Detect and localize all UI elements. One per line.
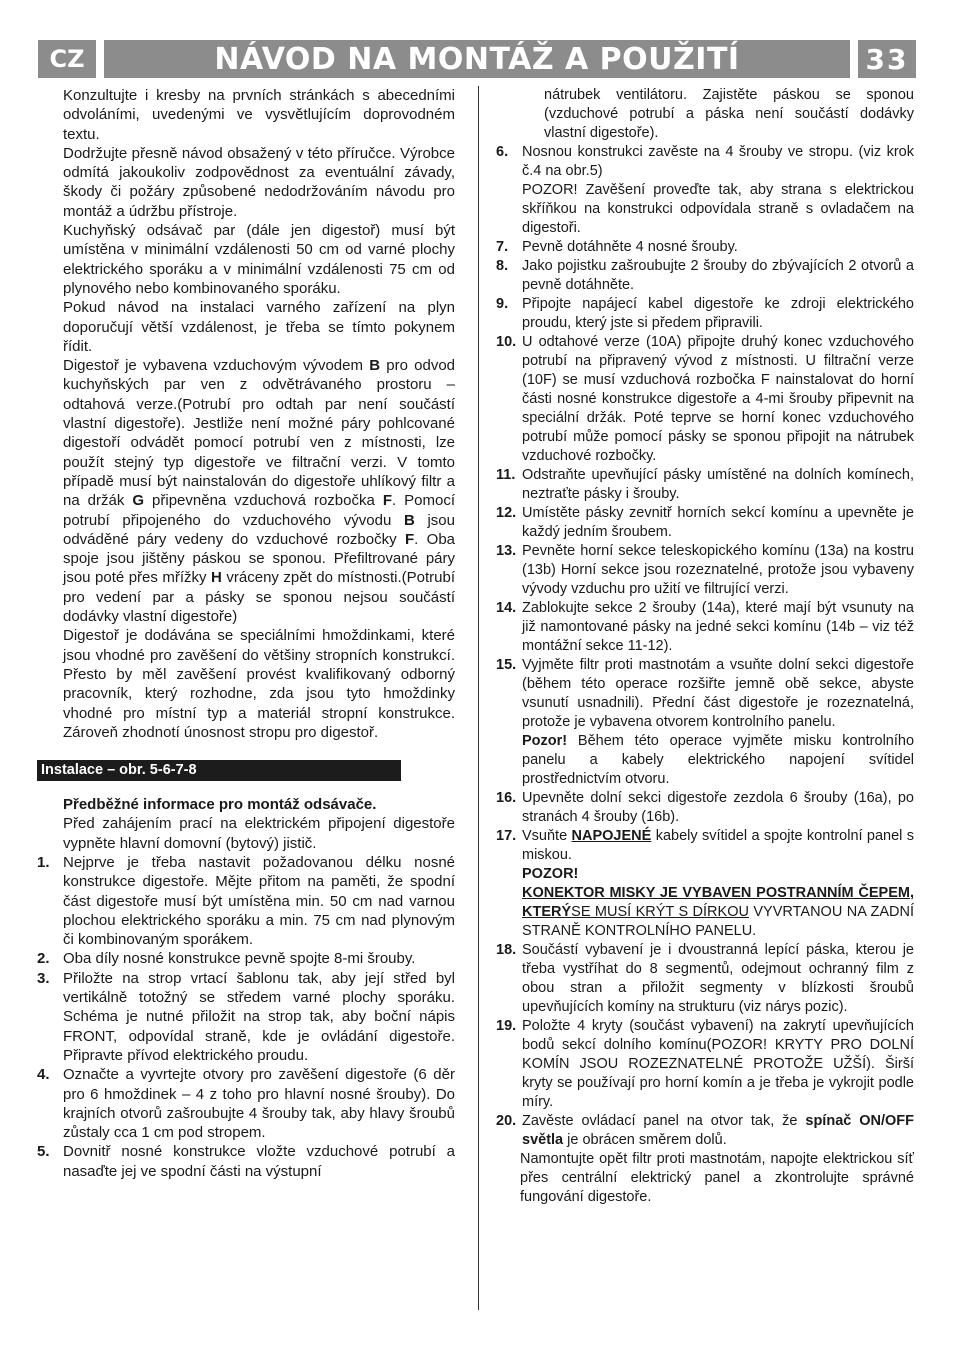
step-text: Pevněte horní sekce teleskopického komínu (13a) na kostru (13b) Horní sekce jsou rozeznatelné, protože jsou vybaveny vývody vzduchu pro užití ve filtrující verzi.: [522, 543, 914, 597]
steps-list-right: [498, 143, 914, 1150]
column-divider: [478, 86, 479, 1310]
ref-letter: F: [404, 530, 415, 548]
list-item: [498, 827, 914, 941]
list-item: [498, 295, 914, 333]
page-number: 33: [858, 40, 916, 78]
step-emphasis: spínač ON/OFF světla: [522, 1113, 914, 1148]
intro-paragraph: Dodržujte přesně návod obsažený v této příručce. Výrobce odmítá jakoukoliv zodpovědnost za eventuální závady, škody či požáry způsobené nedodržováním návodu pro montáž a údržbu přístroje.: [63, 144, 455, 220]
prelim-title: Předběžné informace pro montáž odsávače.: [63, 796, 377, 814]
step-text: U odtahové verze (10A) připojte druhý konec vzduchového potrubí na připravený vývod z místnosti. U filtrační verze (10F) se musí vzduchová rozbočka F nainstalovat do horní části nosné konstrukce digestoře a 4-mi šrouby připevnit na speciální držák. Poté teprve se horní konec vzduchového potrubí může pomocí pásky se sponou připojit na nátrubek vzduchové rozbočky.: [522, 334, 914, 464]
prelim-text: Před zahájením prací na elektrickém připojení digestoře vypněte hlavní domovní (bytový) jistič.: [63, 815, 455, 852]
step-text: POZOR! Zavěšení proveďte tak, aby strana s elektrickou skříňkou na konstrukci odpovídala straně s ovladačem na digestoři.: [522, 182, 914, 236]
text-span: vráceny zpět do místnosti.(Potrubí pro vedení par a pásky se sponou nejsou součástí dodávky vlastní digestoře): [63, 569, 455, 626]
list-item: [498, 333, 914, 466]
warning-text: , KTERÝ: [522, 885, 914, 920]
list-item: [37, 949, 455, 968]
step-number: 3.: [37, 969, 50, 987]
step-number: 9.: [496, 296, 509, 312]
list-item: [498, 238, 914, 257]
list-item: [37, 1142, 455, 1181]
step-text: Jako pojistku zašroubujte 2 šrouby do zbývajících 2 otvorů a pevně dotáhněte.: [522, 258, 914, 293]
list-item: [37, 1065, 455, 1142]
section-bar: Instalace – obr. 5-6-7-8: [37, 760, 401, 781]
step-number: 16.: [496, 790, 517, 806]
step-number: 18.: [496, 942, 517, 958]
text-span: . Oba spoje jsou jištěny páskou se sponou. Přefiltrované páry jsou poté přes mřížky: [63, 530, 456, 587]
warning-text: KONEKTOR MISKY JE VYBAVEN POSTRANNÍM ČEPEM: [522, 885, 910, 901]
list-item: [498, 143, 914, 238]
list-item: [498, 466, 914, 504]
step-text: Vsuňte: [522, 828, 568, 844]
list-item: [498, 599, 914, 656]
vent-paragraph: [63, 356, 455, 626]
step-text: je obrácen směrem dolů.: [567, 1132, 727, 1148]
step-number: 6.: [496, 144, 509, 160]
step-text: Upevněte dolní sekci digestoře zezdola 6 šrouby (16a), po stranách 4 šrouby (16b).: [522, 790, 914, 825]
text-span: Digestoř je vybavena vzduchovým vývodem: [63, 357, 363, 375]
step-text: Během této operace vyjměte misku kontrolního panelu a kabely elektrického napojení svítidel prostřednictvím otvoru.: [522, 733, 915, 787]
step-number: 20.: [496, 1113, 517, 1129]
step-text: Vyjměte filtr proti mastnotám a vsuňte dolní sekci digestoře (během této operace rozšiřte jemně obě sekce, abyste vsunutí usnadnili). Přední část digestoře je rozeznatelná, protože je vybavena otvorem kontrolního panelu.: [522, 657, 914, 730]
intro-paragraph: Kuchyňský odsávač par (dále jen digestoř) musí být umístěna v minimální vzdálenosti 50 cm od varné plochy elektrického sporáku a v minimální vzdálenosti 75 cm od plynového nebo kombinovaného sporáku.: [63, 222, 455, 297]
list-item: [37, 853, 455, 949]
warning-label: Pozor!: [522, 733, 568, 749]
step-number: 8.: [496, 258, 509, 274]
text-span: připevněna vzduchová rozbočka: [152, 492, 375, 510]
step-text: Součástí vybavení je i dvoustranná lepící páska, kterou je třeba vystříhat do 8 segmentů, odejmout ochranný film z obou stran a přiložit segmenty v blízkosti šroubů upevňujících komíny na strukturu (viz nárys pozic).: [522, 942, 914, 1015]
list-item: [498, 656, 914, 789]
ref-letter: B: [403, 511, 415, 529]
step-text: Dovnitř nosné konstrukce vložte vzduchové potrubí a nasaďte jej ve spodní části na výstupní: [63, 1143, 455, 1180]
step-number: 10.: [496, 334, 517, 350]
step-text: Odstraňte upevňující pásky umístěné na dolních komínech, neztraťte pásky i šrouby.: [522, 467, 914, 502]
step-text: Oba díly nosné konstrukce pevně spojte 8-mi šrouby.: [63, 950, 416, 968]
closing-paragraph: Namontujte opět filtr proti mastnotám, napojte elektrickou síť přes centrální elektrický panel a zkontrolujte správné fungování digestoře.: [520, 1151, 914, 1205]
step-number: 11.: [496, 467, 516, 483]
list-item: [498, 941, 914, 1017]
step-number: 5.: [37, 1143, 50, 1161]
list-item: [498, 257, 914, 295]
step-number: 13.: [496, 543, 517, 559]
list-item: [498, 1112, 914, 1150]
language-badge: CZ: [38, 40, 96, 78]
step-number: 19.: [496, 1018, 517, 1034]
ref-letter: G: [132, 492, 145, 510]
text-span: pro odvod kuchyňských par ven z odvětrávaného prostoru – odtahová verze.(Potrubí pro odtah par není součástí vlastní digestoře). Jestliže není možné páry pohlcované digestoří odvádět pomocí potrubí ven z místnosti, lze použít stejný typ digestoře ve filtrační verzi. V tomto případě musí být nainstalován do digestoře uhlíkový filtr a na držák: [63, 357, 456, 510]
step-number: 7.: [496, 239, 509, 255]
ref-letter: H: [211, 569, 222, 587]
step-text: Umístěte pásky zevnitř horních sekcí komínu a upevněte je každý jedním šroubem.: [522, 505, 914, 540]
step-text: Pevně dotáhněte 4 nosné šrouby.: [522, 239, 738, 255]
anchors-paragraph: Digestoř je dodávána se speciálními hmoždinkami, které jsou vhodné pro zavěšení do většiny stropních konstrukcí. Přesto by měl zavěšení provést kvalifikovaný odborný pracovník, který rozhodne, zda jsou tyto hmoždinky vhodné pro místní typ a materiál stropní konstrukce. Zároveň zhodnotí únosnost stropu pro digestoř.: [63, 627, 455, 741]
step-number: 12.: [496, 505, 517, 521]
step-number: 4.: [37, 1066, 50, 1084]
intro-paragraph: Pokud návod na instalaci varného zařízení na plyn doporučují větší vzdálenost, je třeba se tímto pokynem řídit.: [63, 299, 455, 355]
step-number: 1.: [37, 853, 50, 871]
continued-text: nátrubek ventilátoru. Zajistěte páskou se sponou (vzduchové potrubí a páska není součástí dodávky vlastní digestoře).: [544, 87, 914, 141]
step-text: Připojte napájecí kabel digestoře ke zdroji elektrického proudu, který jste si předem připravili.: [522, 296, 914, 331]
ref-letter: B: [369, 357, 381, 375]
warning-label: POZOR!: [522, 866, 579, 882]
list-item: [498, 504, 914, 542]
text-span: jsou odváděné páry vedeny do vzduchové rozbočky: [63, 511, 455, 548]
step-number: 14.: [496, 600, 517, 616]
step-text: Nejprve je třeba nastavit požadovanou délku nosné konstrukce digestoře. Mějte přitom na paměti, že spodní část digestoře musí být umístěna min. 50 cm nad varnou plochou elektrického sporáku a min. 75 cm nad plynovým či kombinovaným sporákem.: [63, 853, 455, 949]
step-text: Zablokujte sekce 2 šrouby (14a), které mají být vsunuty na již namontované pásky na jedné sekci komínu (14b – viz též montážní sekce 11-12).: [522, 600, 914, 654]
list-item: [498, 789, 914, 827]
step-number: 17.: [496, 828, 517, 844]
right-column: [496, 86, 915, 1207]
steps-list-left: [37, 853, 455, 1181]
step-text: Položte 4 kryty (součást vybavení) na zakrytí upevňujících bodů sekcí dolního komínu(POZOR! KRYTY PRO DOLNÍ KOMÍN JSOU ROZEZNATELNÉ PROTOŽE UŽŠÍ). Širší kryty se používají pro horní komín a je třeba je vykrojit podle míry.: [522, 1018, 914, 1110]
list-item: [498, 542, 914, 599]
warning-text: VYVRTANOU NA ZADNÍ STRANĚ KONTROLNÍHO PANELU.: [522, 904, 914, 939]
step-text: Přiložte na strop vrtací šablonu tak, aby její střed byl vertikálně totožný se středem varné plochy sporáku. Schéma je nutné přiložit na strop tak, aby boční nápis FRONT, odpovídal straně, kde je ovládání digestoře. Připravte přívod elektrického proudu.: [63, 969, 455, 1064]
list-item: [498, 1017, 914, 1112]
left-column: [37, 86, 456, 1181]
warning-text: SE MUSÍ KRÝT S DÍRKOU: [571, 904, 749, 920]
text-span: . Pomocí potrubí připojeného do vzduchového vývodu: [63, 492, 456, 529]
step-text: Označte a vyvrtejte otvory pro zavěšení digestoře (6 děr pro 6 hmoždinek – 4 z toho pro hlavní nosné šrouby). Do krajních otvorů zašroubujte 4 šrouby tak, aby hlavy šroubů zůstaly cca 1 cm pod stropem.: [63, 1066, 455, 1142]
step-text: Nosnou konstrukci zavěste na 4 šrouby ve stropu. (viz krok č.4 na obr.5): [522, 144, 914, 179]
step-number: 2.: [37, 950, 50, 968]
intro-paragraph: Konzultujte i kresby na prvních stránkách s abecedními odvoláními, uvedenými ve vysvětlujícím doprovodném textu.: [63, 87, 455, 143]
list-item: [37, 969, 455, 1065]
page-title: NÁVOD NA MONTÁŽ A POUŽITÍ: [104, 40, 850, 78]
step-text: Zavěste ovládací panel na otvor tak, že: [522, 1113, 798, 1129]
ref-letter: F: [382, 492, 392, 510]
step-text: kabely svítidel a spojte kontrolní panel s miskou.: [522, 828, 915, 863]
step-number: 15.: [496, 657, 517, 673]
step-emphasis: NAPOJENÉ: [571, 828, 652, 844]
